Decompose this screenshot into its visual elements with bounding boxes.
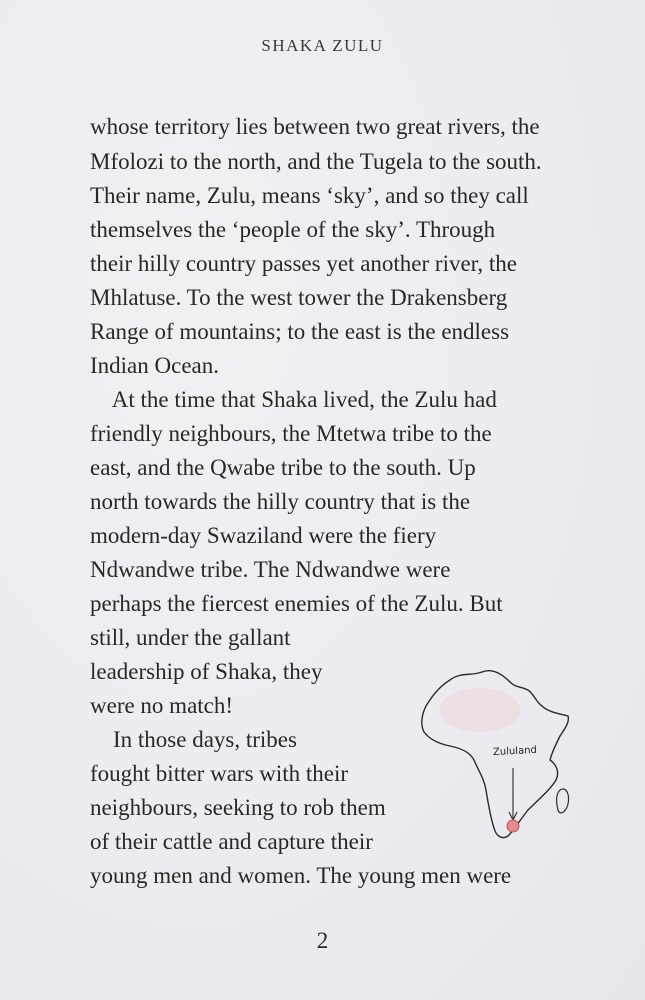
text-line: neighbours, seeking to rob them bbox=[90, 795, 386, 820]
text-line: At the time that Shaka lived, the Zulu had bbox=[90, 387, 497, 412]
text-line: were no match! bbox=[90, 693, 234, 718]
text-line: Indian Ocean. bbox=[90, 353, 219, 378]
text-line: Mhlatuse. To the west tower the Drakensberg bbox=[90, 285, 508, 310]
text-line: whose territory lies between two great rivers, the bbox=[90, 114, 540, 139]
text-line: Their name, Zulu, means ‘sky’, and so they call bbox=[90, 183, 529, 208]
text-line: young men and women. The young men were bbox=[90, 863, 512, 888]
text-line: Ndwandwe tribe. The Ndwandwe were bbox=[90, 557, 451, 582]
text-line: modern-day Swaziland were the fiery bbox=[90, 523, 437, 548]
map-label: Zululand bbox=[492, 744, 538, 759]
text-line: their hilly country passes yet another river, the bbox=[90, 251, 518, 276]
text-line: leadership of Shaka, they bbox=[90, 659, 323, 684]
text-line: In those days, tribes bbox=[90, 727, 297, 752]
text-line: themselves the ‘people of the sky’. Through bbox=[90, 217, 496, 242]
text-line: north towards the hilly country that is the bbox=[90, 489, 471, 514]
text-line: friendly neighbours, the Mtetwa tribe to the bbox=[90, 421, 492, 446]
madagascar-outline bbox=[557, 789, 569, 813]
zululand-highlight bbox=[507, 820, 519, 832]
running-header: SHAKA ZULU bbox=[261, 36, 384, 55]
text-line: Mfolozi to the north, and the Tugela to the south. bbox=[90, 149, 542, 174]
text-line: of their cattle and capture their bbox=[90, 829, 373, 854]
text-line: Range of mountains; to the east is the endless bbox=[90, 319, 510, 344]
map-wash bbox=[440, 688, 520, 732]
africa-map-illustration bbox=[410, 660, 580, 860]
page-number: 2 bbox=[316, 928, 329, 953]
text-line: still, under the gallant bbox=[90, 625, 291, 650]
text-line: east, and the Qwabe tribe to the south. Up bbox=[90, 455, 476, 480]
text-line: fought bitter wars with their bbox=[90, 761, 349, 786]
text-line: perhaps the fiercest enemies of the Zulu. But bbox=[90, 591, 503, 616]
